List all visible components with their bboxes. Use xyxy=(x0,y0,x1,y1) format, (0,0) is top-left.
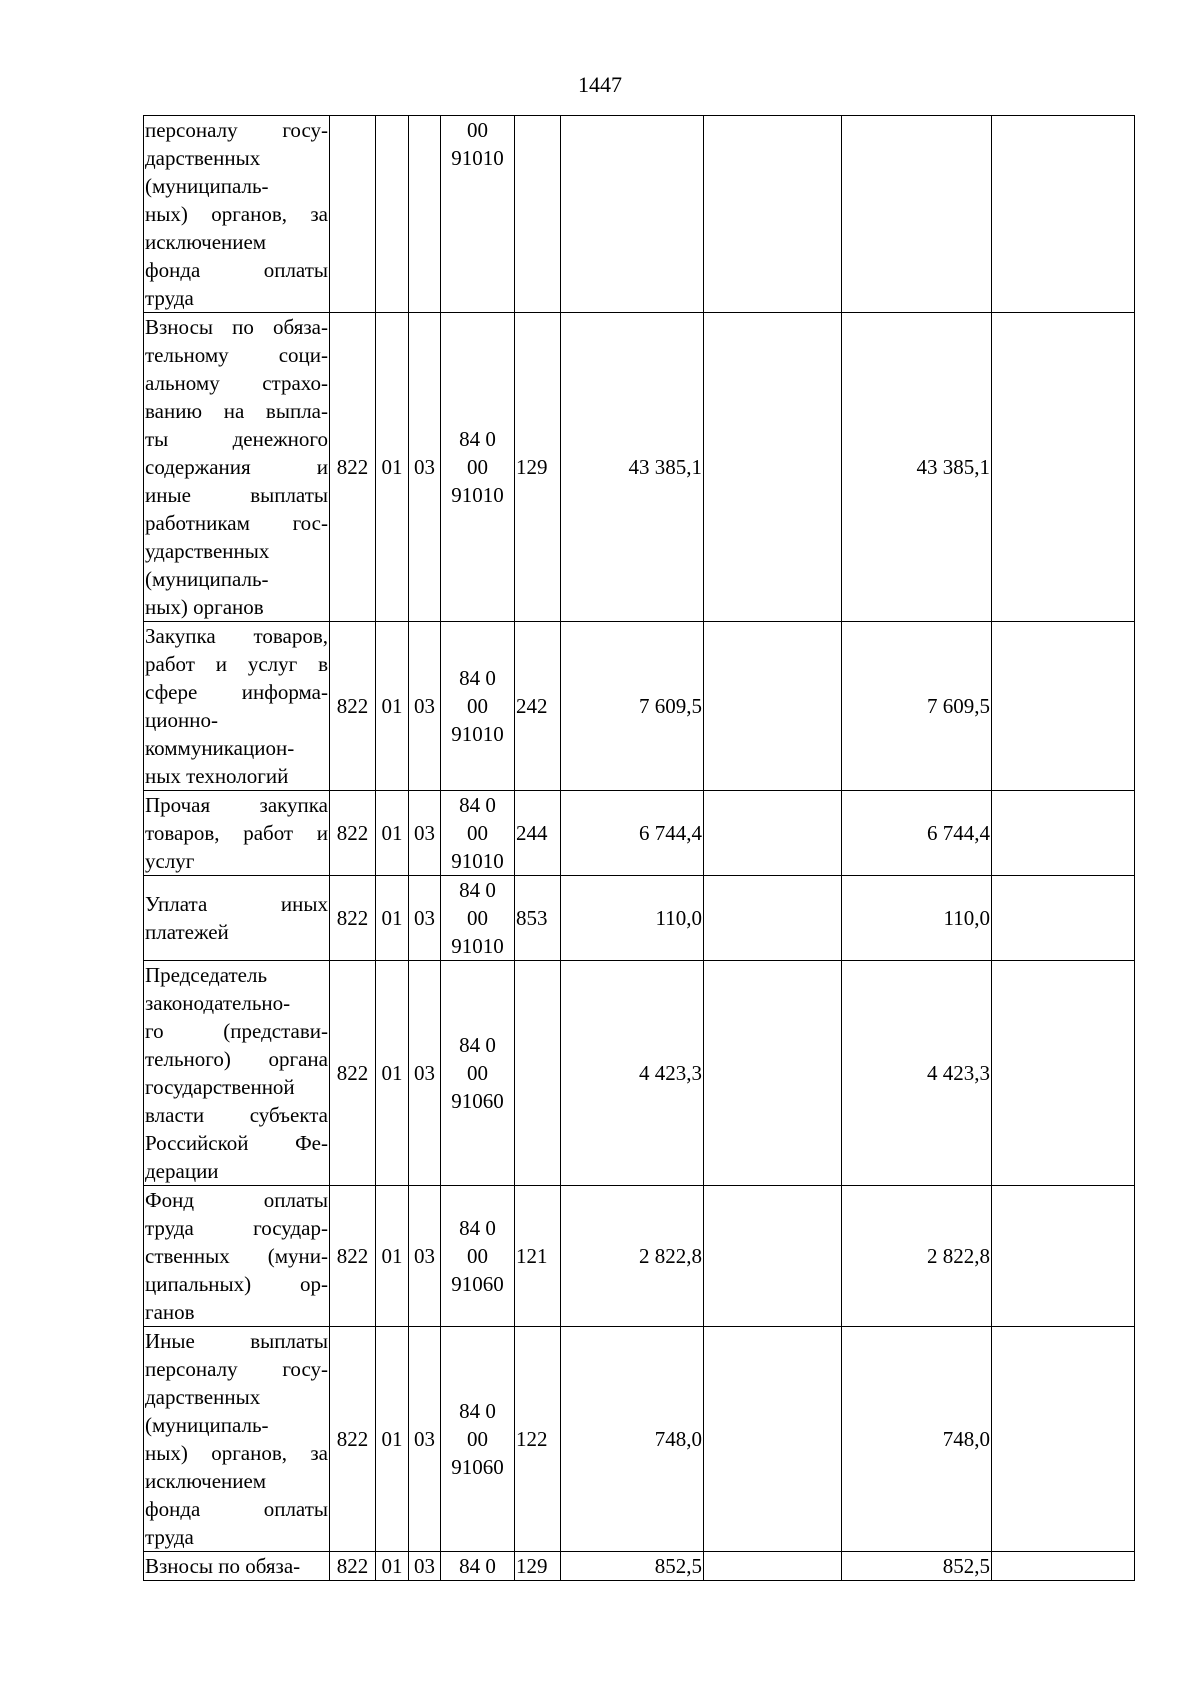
row-name-line: исключением xyxy=(145,1469,267,1493)
amount-col3: 748,0 xyxy=(842,1327,992,1552)
row-name-line: ципальных) ор- xyxy=(145,1272,328,1296)
row-name-line: (муниципаль- xyxy=(145,1413,269,1437)
row-name xyxy=(144,961,330,1186)
target-article-code xyxy=(441,622,515,791)
amount-col4 xyxy=(992,116,1135,313)
target-article-line: 91060 xyxy=(451,1089,504,1113)
row-name-line: Фонд оплаты xyxy=(145,1188,328,1212)
target-article-code xyxy=(441,116,515,313)
subsection-code xyxy=(409,116,441,313)
target-article-line: 84 0 xyxy=(459,1399,496,1423)
row-name-line: содержания и xyxy=(145,455,328,479)
expense-type-code: 129 xyxy=(515,1552,561,1581)
target-article-line: 91060 xyxy=(451,1272,504,1296)
row-name-line: сфере информа- xyxy=(145,680,328,704)
ministry-code: 822 xyxy=(330,622,376,791)
row-name-line: ных) органов, за xyxy=(145,1441,328,1465)
expense-type-code: 853 xyxy=(515,876,561,961)
row-name xyxy=(144,622,330,791)
section-code: 01 xyxy=(376,622,409,791)
table-row xyxy=(144,1186,1135,1327)
row-name-line: работникам гос- xyxy=(145,511,328,535)
row-name-line: Взносы по обяза- xyxy=(145,1554,301,1578)
row-name-line: фонда оплаты xyxy=(145,1497,328,1521)
amount-col2 xyxy=(704,791,842,876)
amount-col4 xyxy=(992,313,1135,622)
table-row xyxy=(144,1327,1135,1552)
row-name xyxy=(144,116,330,313)
row-name-line: тельному соци- xyxy=(145,343,328,367)
expense-type-code xyxy=(515,116,561,313)
row-name-line: Закупка товаров, xyxy=(145,624,328,648)
amount-col3: 7 609,5 xyxy=(842,622,992,791)
target-article-line: 84 0 xyxy=(459,1554,496,1578)
subsection-code: 03 xyxy=(409,1327,441,1552)
expense-type-code xyxy=(515,961,561,1186)
row-name-line: персоналу госу- xyxy=(145,118,328,142)
expense-type-code: 121 xyxy=(515,1186,561,1327)
table-row xyxy=(144,622,1135,791)
ministry-code: 822 xyxy=(330,876,376,961)
row-name-line: власти субъекта xyxy=(145,1103,328,1127)
row-name-line: ных) органов xyxy=(145,595,264,619)
section-code: 01 xyxy=(376,876,409,961)
subsection-code: 03 xyxy=(409,961,441,1186)
row-name-line: труда xyxy=(145,1525,194,1549)
section-code: 01 xyxy=(376,313,409,622)
amount: 6 744,4 xyxy=(561,791,704,876)
row-name xyxy=(144,313,330,622)
ministry-code: 822 xyxy=(330,313,376,622)
row-name-line: платежей xyxy=(145,920,229,944)
row-name xyxy=(144,1552,330,1581)
amount-col3: 4 423,3 xyxy=(842,961,992,1186)
row-name-line: Взносы по обяза- xyxy=(145,315,328,339)
section-code: 01 xyxy=(376,961,409,1186)
target-article-code xyxy=(441,1552,515,1581)
subsection-code: 03 xyxy=(409,876,441,961)
target-article-line: 00 xyxy=(467,118,488,142)
row-name xyxy=(144,791,330,876)
amount-col2 xyxy=(704,1327,842,1552)
row-name-line: Прочая закупка xyxy=(145,793,328,817)
row-name-line: альному страхо- xyxy=(145,371,328,395)
row-name-line: (муниципаль- xyxy=(145,567,269,591)
amount-col4 xyxy=(992,961,1135,1186)
row-name-line: ственных (муни- xyxy=(145,1244,328,1268)
row-name-line: работ и услуг в xyxy=(145,652,328,676)
row-name-line: законодательно- xyxy=(145,991,291,1015)
amount-col3: 6 744,4 xyxy=(842,791,992,876)
table-row xyxy=(144,1552,1135,1581)
amount-col3 xyxy=(842,116,992,313)
target-article-line: 91010 xyxy=(451,146,504,170)
amount xyxy=(561,116,704,313)
row-name-line: персоналу госу- xyxy=(145,1357,328,1381)
amount-col2 xyxy=(704,1552,842,1581)
row-name xyxy=(144,876,330,961)
section-code: 01 xyxy=(376,791,409,876)
amount-col2 xyxy=(704,313,842,622)
target-article-line: 84 0 xyxy=(459,1033,496,1057)
amount-col4 xyxy=(992,1186,1135,1327)
amount-col3: 43 385,1 xyxy=(842,313,992,622)
target-article-line: 00 xyxy=(467,694,488,718)
row-name-line: товаров, работ и xyxy=(145,821,328,845)
amount-col2 xyxy=(704,622,842,791)
row-name-line: Председатель xyxy=(145,963,268,987)
amount: 43 385,1 xyxy=(561,313,704,622)
page-number: 1447 xyxy=(578,72,622,97)
target-article-line: 91010 xyxy=(451,483,504,507)
row-name-line: услуг xyxy=(145,849,195,873)
row-name-line: ных) органов, за xyxy=(145,202,328,226)
row-name-line: ционно- xyxy=(145,708,218,732)
ministry-code xyxy=(330,116,376,313)
amount-col4 xyxy=(992,791,1135,876)
target-article-code xyxy=(441,1327,515,1552)
target-article-code xyxy=(441,961,515,1186)
table-row xyxy=(144,313,1135,622)
row-name-line: труда государ- xyxy=(145,1216,328,1240)
amount-col2 xyxy=(704,1186,842,1327)
row-name-line: тельного) органа xyxy=(145,1047,328,1071)
row-name-line: Иные выплаты xyxy=(145,1329,328,1353)
target-article-line: 00 xyxy=(467,821,488,845)
target-article-line: 84 0 xyxy=(459,1216,496,1240)
amount-col3: 852,5 xyxy=(842,1552,992,1581)
amount: 2 822,8 xyxy=(561,1186,704,1327)
expense-type-code: 244 xyxy=(515,791,561,876)
row-name-line: го (представи- xyxy=(145,1019,328,1043)
row-name xyxy=(144,1327,330,1552)
target-article-code xyxy=(441,876,515,961)
amount-col2 xyxy=(704,116,842,313)
row-name-line: ганов xyxy=(145,1300,195,1324)
amount: 748,0 xyxy=(561,1327,704,1552)
row-name-line: иные выплаты xyxy=(145,483,328,507)
expense-type-code: 129 xyxy=(515,313,561,622)
section-code: 01 xyxy=(376,1186,409,1327)
amount-col4 xyxy=(992,876,1135,961)
subsection-code: 03 xyxy=(409,622,441,791)
amount: 852,5 xyxy=(561,1552,704,1581)
subsection-code: 03 xyxy=(409,313,441,622)
target-article-line: 84 0 xyxy=(459,793,496,817)
amount: 110,0 xyxy=(561,876,704,961)
ministry-code: 822 xyxy=(330,1327,376,1552)
expense-type-code: 122 xyxy=(515,1327,561,1552)
table-row xyxy=(144,876,1135,961)
target-article-code xyxy=(441,1186,515,1327)
table-row xyxy=(144,961,1135,1186)
ministry-code: 822 xyxy=(330,1186,376,1327)
row-name-line: Уплата иных xyxy=(145,892,328,916)
amount-col4 xyxy=(992,1327,1135,1552)
expense-type-code: 242 xyxy=(515,622,561,791)
target-article-line: 00 xyxy=(467,906,488,930)
amount-col2 xyxy=(704,961,842,1186)
row-name-line: дарственных xyxy=(145,1385,261,1409)
subsection-code: 03 xyxy=(409,1186,441,1327)
target-article-line: 84 0 xyxy=(459,878,496,902)
section-code: 01 xyxy=(376,1552,409,1581)
row-name-line: государственной xyxy=(145,1075,295,1099)
table-row xyxy=(144,116,1135,313)
amount: 7 609,5 xyxy=(561,622,704,791)
amount-col3: 110,0 xyxy=(842,876,992,961)
section-code xyxy=(376,116,409,313)
row-name-line: коммуникацион- xyxy=(145,736,295,760)
amount-col2 xyxy=(704,876,842,961)
amount-col4 xyxy=(992,622,1135,791)
ministry-code: 822 xyxy=(330,961,376,1186)
target-article-line: 91010 xyxy=(451,722,504,746)
row-name-line: ударственных xyxy=(145,539,270,563)
subsection-code: 03 xyxy=(409,791,441,876)
budget-table xyxy=(143,115,1135,1581)
row-name-line: ных технологий xyxy=(145,764,289,788)
amount-col4 xyxy=(992,1552,1135,1581)
table-body xyxy=(144,116,1135,1581)
section-code: 01 xyxy=(376,1327,409,1552)
target-article-line: 91010 xyxy=(451,849,504,873)
ministry-code: 822 xyxy=(330,791,376,876)
row-name-line: ванию на выпла- xyxy=(145,399,328,423)
target-article-line: 00 xyxy=(467,1244,488,1268)
target-article-line: 84 0 xyxy=(459,666,496,690)
row-name-line: ты денежного xyxy=(145,427,328,451)
target-article-line: 00 xyxy=(467,455,488,479)
row-name-line: дерации xyxy=(145,1159,219,1183)
amount-col3: 2 822,8 xyxy=(842,1186,992,1327)
target-article-line: 91060 xyxy=(451,1455,504,1479)
target-article-line: 00 xyxy=(467,1061,488,1085)
target-article-code xyxy=(441,791,515,876)
row-name xyxy=(144,1186,330,1327)
target-article-line: 00 xyxy=(467,1427,488,1451)
table-row xyxy=(144,791,1135,876)
row-name-line: исключением xyxy=(145,230,267,254)
row-name-line: фонда оплаты xyxy=(145,258,328,282)
target-article-code xyxy=(441,313,515,622)
row-name-line: (муниципаль- xyxy=(145,174,269,198)
row-name-line: труда xyxy=(145,286,194,310)
amount: 4 423,3 xyxy=(561,961,704,1186)
ministry-code: 822 xyxy=(330,1552,376,1581)
row-name-line: дарственных xyxy=(145,146,261,170)
target-article-line: 91010 xyxy=(451,934,504,958)
subsection-code: 03 xyxy=(409,1552,441,1581)
target-article-line: 84 0 xyxy=(459,427,496,451)
row-name-line: Российской Фе- xyxy=(145,1131,328,1155)
